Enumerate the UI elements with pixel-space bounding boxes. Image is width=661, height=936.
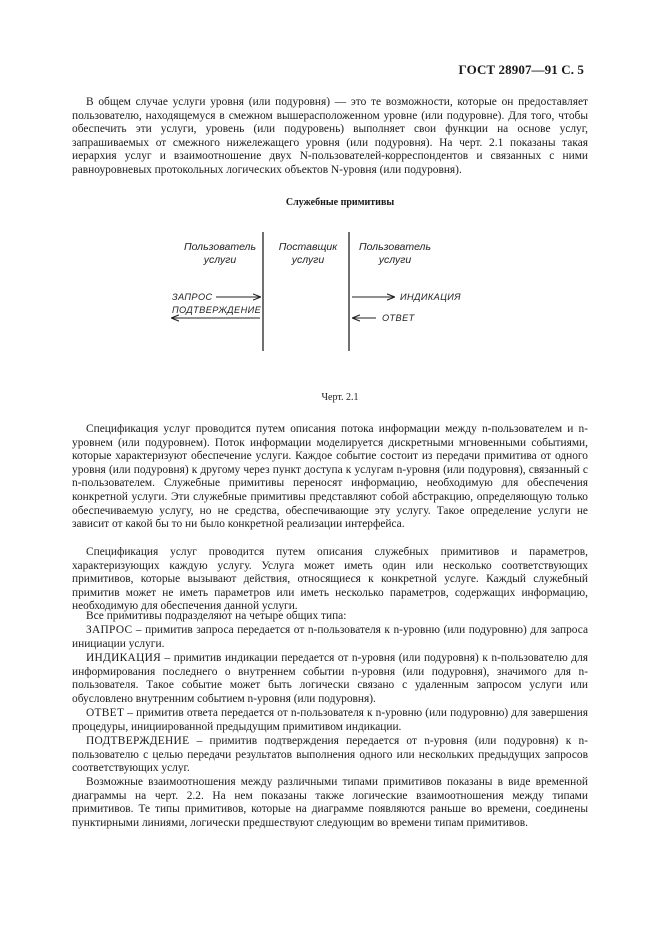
desc-response: – примитив ответа передается от n-пользователя к n-уровню (или подуровню) для завершения процедуры, инициированной предыдущим примитивом индикации. — [72, 707, 588, 733]
figure-caption: Черт. 2.1 — [321, 392, 359, 403]
label-service-user-left: Пользователь услуги — [183, 241, 257, 266]
figure-title: Служебные примитивы — [285, 197, 395, 208]
paragraph-types-intro: Все примитивы подразделяют на четыре общих типа: — [86, 610, 347, 622]
type-request — [72, 624, 588, 651]
label-indication: ИНДИКАЦИЯ — [400, 292, 461, 302]
type-confirm — [72, 735, 588, 776]
type-indication — [72, 652, 588, 706]
paragraph-spec-flow: Спецификация услуг проводится путем описания потока информации между n-пользователем и n-уровнем (или подуровнем). Поток информации моделируется дискретными мгновенными событиями, которые характеризуют обеспечение услуги. Каждое событие состоит из передачи примитива от одного уровня (или подуровня) к другому через пункт доступа к услугам n-уровня (или подуровня), связанный с n-пользователем. Служебные примитивы переносят информацию, необходимую для обеспечения конкретной услуги. Эти служебные примитивы представляют собой абстракцию, определяющую только обеспечиваемую услугу, но не средства, обеспечивающие эту услугу. Такое определение услуги не зависит от какой бы то ни было конкретной реализации интерфейса. — [72, 423, 588, 531]
label-response: ОТВЕТ — [382, 313, 415, 323]
label-service-user-right: Пользователь услуги — [358, 241, 432, 266]
term-request: ЗАПРОС — [86, 624, 133, 636]
type-response — [72, 707, 588, 734]
paragraph-spec-primitives: Спецификация услуг проводится путем описания служебных примитивов и параметров, характеризующих каждую услугу. Услуга может иметь один или несколько соответствующих примитивов, которые вызывают действия, относящиеся к конкретной услуге. Каждый служебный примитив может не иметь параметров или иметь несколько параметров, содержащих информацию, необходимую для обеспечения данной услуги. — [72, 546, 588, 613]
desc-request: – примитив запроса передается от n-пользователя к n-уровню (или подуровню) для запроса инициации услуги. — [72, 624, 588, 650]
paragraph-relationships: Возможные взаимоотношения между различными типами примитивов показаны в виде временной диаграммы на черт. 2.2. На нем показаны также логические взаимоотношения между типами примитивов. Те типы примитивов, которые на диаграмме появляются раньше во времени, соединены пунктирными линиями, логически предшествуют следующим во времени типам примитивов. — [72, 776, 588, 829]
intro-paragraph: В общем случае услуги уровня (или подуровня) — это те возможности, которые он предоставляет пользователю, находящемуся в смежном вышерасположенном уровне (или подуровне). Для того, чтобы обеспечить эти услуги, уровень (или подуровень) выполняет свои функции на основе услуг, запрашиваемых от смежного нижележащего уровня (или подуровня). На черт. 2.1 показаны такая иерархия услуг и взаимоотношение двух N-пользователей-корреспондентов и связанных с ними равноуровневых протокольных логических объектов N-уровня (или подуровня). — [72, 96, 588, 176]
page-header: ГОСТ 28907—91 С. 5 — [458, 62, 584, 77]
figure-2-1 — [150, 197, 530, 427]
label-confirm: ПОДТВЕРЖДЕНИЕ — [172, 305, 262, 315]
term-indication: ИНДИКАЦИЯ — [86, 652, 162, 664]
term-confirm: ПОДТВЕРЖДЕНИЕ — [86, 735, 190, 747]
term-response: ОТВЕТ — [86, 707, 125, 719]
label-request: ЗАПРОС — [172, 292, 213, 302]
desc-confirm: – примитив подтверждения передается от n-уровня (или подуровня) к n-пользователю с целью передачи результатов выполнения одного или нескольких предыдущих запросов соответствующих услуг. — [72, 735, 588, 775]
desc-indication: – примитив индикации передается от n-уровня (или подуровня) к n-пользователю для информирования последнего о внутреннем событии n-уровня (или подуровня), значимого для n-пользователя. Такое событие может быть логически связано с удаленным запросом услуги или обусловлено внутренним событием n-уровня (или подуровня). — [72, 652, 588, 705]
label-service-provider: Поставщик услуги — [278, 241, 338, 266]
